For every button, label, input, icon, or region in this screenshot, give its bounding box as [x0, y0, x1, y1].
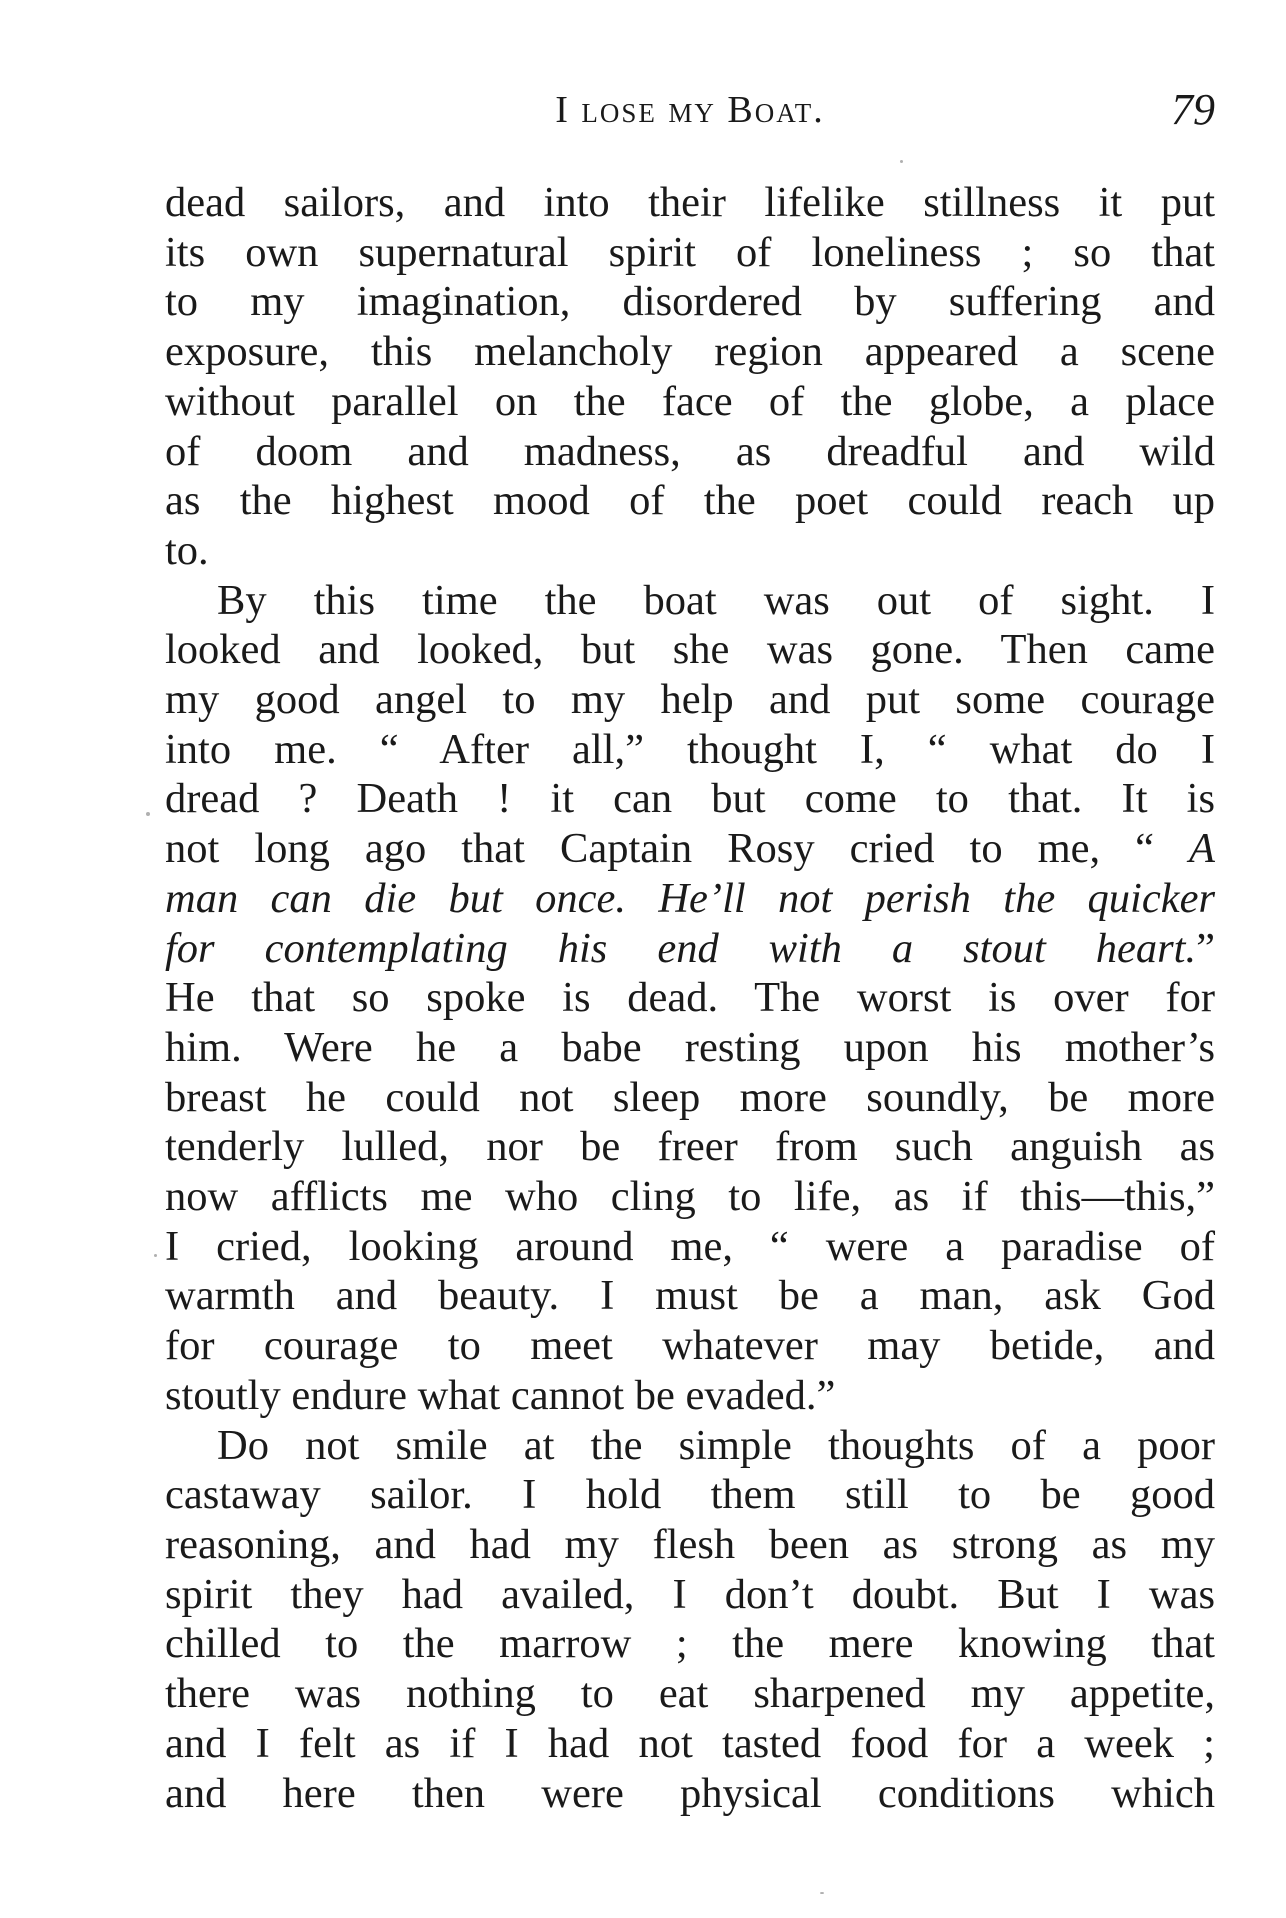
text-line: dead sailors, and into their lifelike stillness it put: [165, 179, 1215, 226]
text-line: now afflicts me who cling to life, as if this—this,”: [165, 1173, 1215, 1221]
text-line: of doom and madness, as dreadful and wild: [165, 427, 1215, 475]
text-line-roman: not long ago that Captain Rosy cried to me, “: [165, 825, 1155, 873]
close-quote: ”: [1196, 924, 1215, 972]
body-text: [165, 178, 1215, 1818]
page-number: 79: [1171, 85, 1215, 134]
text-line: looked and looked, but she was gone. Then came: [165, 626, 1215, 674]
italic-line-tail: for contemplating his end with a stout heart.: [165, 924, 1197, 972]
text-line: dread ? Death ! it can but come to that. It is: [165, 775, 1215, 823]
text-line: He that so spoke is dead. The worst is over for: [165, 974, 1215, 1022]
text-line: reasoning, and had my flesh been as strong as my: [165, 1520, 1215, 1568]
text-line: chilled to the marrow ; the mere knowing that: [165, 1620, 1215, 1668]
text-line: to.: [165, 526, 209, 574]
text-line: castaway sailor. I hold them still to be good: [165, 1471, 1215, 1519]
text-line: for courage to meet whatever may betide, and: [165, 1322, 1215, 1370]
paragraph-1: [165, 178, 1215, 576]
italic-line: man can die but once. He’ll not perish the quicker: [165, 874, 1215, 922]
running-head: I lose my Boat.: [555, 89, 825, 131]
print-speck: [900, 160, 903, 163]
print-speck: [154, 1254, 157, 1257]
text-line: By this time the boat was out of sight. I: [217, 576, 1215, 624]
page-header: [165, 80, 1215, 140]
text-line-with-italic: [165, 824, 1215, 874]
text-line: spirit they had availed, I don’t doubt. But I was: [165, 1570, 1215, 1618]
text-line: warmth and beauty. I must be a man, ask God: [165, 1272, 1215, 1320]
paragraph-3: [165, 1421, 1215, 1819]
text-line: him. Were he a babe resting upon his mother’s: [165, 1023, 1215, 1071]
italic-quote-start: A: [1189, 825, 1215, 873]
text-line: I cried, looking around me, “ were a paradise of: [165, 1222, 1215, 1270]
paragraph-2: [165, 576, 1215, 1421]
text-line: its own supernatural spirit of loneliness ; so that: [165, 228, 1215, 276]
text-line: Do not smile at the simple thoughts of a poor: [217, 1421, 1215, 1469]
italic-line-with-close: [165, 924, 1215, 974]
text-line: exposure, this melancholy region appeared a scene: [165, 328, 1215, 376]
text-line: into me. “ After all,” thought I, “ what do I: [165, 725, 1215, 773]
text-line: there was nothing to eat sharpened my appetite,: [165, 1670, 1215, 1718]
text-line: stoutly endure what cannot be evaded.”: [165, 1371, 836, 1419]
text-line: without parallel on the face of the globe, a place: [165, 377, 1215, 425]
print-speck: [820, 1892, 824, 1894]
text-line: and here then were physical conditions which: [165, 1769, 1215, 1817]
text-line: and I felt as if I had not tasted food for a week ;: [165, 1719, 1215, 1767]
print-speck: [146, 812, 150, 816]
text-line: my good angel to my help and put some courage: [165, 676, 1215, 724]
text-line: to my imagination, disordered by suffering and: [165, 278, 1215, 326]
text-line: tenderly lulled, nor be freer from such anguish as: [165, 1123, 1215, 1171]
text-line: breast he could not sleep more soundly, be more: [165, 1073, 1215, 1121]
text-line: as the highest mood of the poet could reach up: [165, 477, 1215, 525]
